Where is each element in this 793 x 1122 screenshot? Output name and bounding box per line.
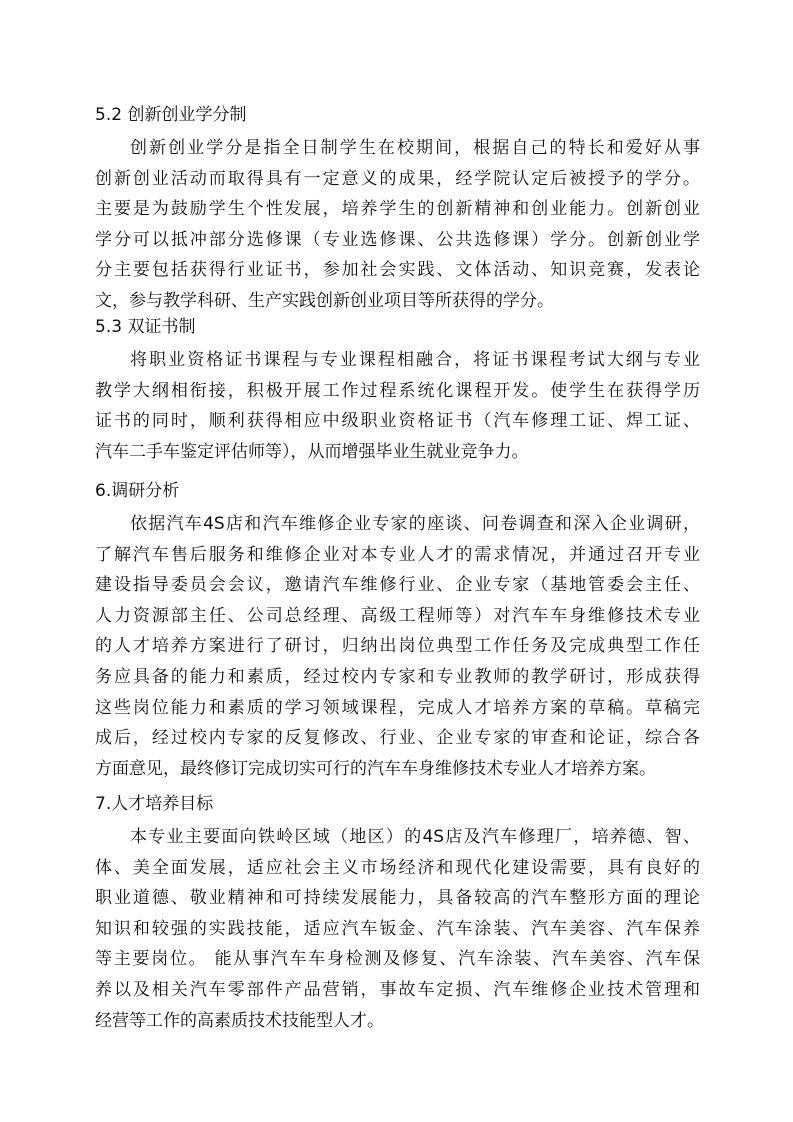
section-heading: 5.2 创新创业学分制 xyxy=(95,105,247,125)
section-5-2-innovation-credit xyxy=(95,103,707,317)
text-line: 本专业主要面向铁岭区域（地区）的4S店及汽车修理厂，培养德、智、 xyxy=(130,827,700,847)
text-line: 养以及相关汽车零部件产品营销，事故车定损、汽车维修企业技术管理和 xyxy=(95,979,700,1000)
text-line: 汽车二手车鉴定评估师等），从而增强毕业生就业竞争力。 xyxy=(95,441,529,462)
text-line: 等主要岗位。 能从事汽车车身检测及修复、汽车涂装、汽车美容、汽车保 xyxy=(95,949,700,970)
text-line: 的人才培养方案进行了研讨，归纳出岗位典型工作任务及完成典型工作任 xyxy=(95,636,700,657)
text-line: 成后，经过校内专家的反复修改、行业、企业专家的审查和论证，综合各 xyxy=(95,728,700,749)
section-7-training-goal xyxy=(95,792,707,1036)
text-line: 方面意见，最终修订完成切实可行的汽车车身维修技术专业人才培养方案。 xyxy=(95,758,656,779)
paragraph xyxy=(95,822,707,1036)
paragraph xyxy=(95,345,707,467)
text-line: 务应具备的能力和素质，经过校内专家和专业教师的教学研讨，形成获得 xyxy=(95,666,700,687)
text-line: 知识和较强的实践技能，适应汽车钣金、汽车涂装、汽车美容、汽车保养 xyxy=(95,918,700,939)
text-line: 主要是为鼓励学生个性发展，培养学生的创新精神和创业能力。创新创业 xyxy=(95,199,700,220)
text-line: 创新创业活动而取得具有一定意义的成果，经学院认定后被授予的学分。 xyxy=(95,168,700,189)
text-line: 教学大纲相衔接，积极开展工作过程系统化课程开发。使学生在获得学历 xyxy=(95,380,700,401)
section-6-research-analysis xyxy=(95,479,707,784)
text-line: 体、美全面发展，适应社会主义市场经济和现代化建设需要，具有良好的 xyxy=(95,857,700,878)
section-heading: 7.人才培养目标 xyxy=(95,794,214,814)
text-line: 经营等工作的高素质技术技能型人才。 xyxy=(95,1010,384,1031)
text-line: 这些岗位能力和素质的学习领域课程，完成人才培养方案的草稿。草稿完 xyxy=(95,697,700,718)
paragraph xyxy=(95,509,707,784)
paragraph xyxy=(95,133,707,317)
text-line: 文，参与教学科研、生产实践创新创业项目等所获得的学分。 xyxy=(95,290,554,311)
text-line: 建设指导委员会会议，邀请汽车维修行业、企业专家（基地管委会主任、 xyxy=(95,575,700,596)
text-line: 分主要包括获得行业证书，参加社会实践、文体活动、知识竞赛，发表论 xyxy=(95,260,700,281)
text-line: 依据汽车4S店和汽车维修企业专家的座谈、问卷调查和深入企业调研， xyxy=(130,514,700,534)
text-line: 证书的同时，顺利获得相应中级职业资格证书（汽车修理工证、焊工证、 xyxy=(95,411,700,432)
text-line: 创新创业学分是指全日制学生在校期间，根据自己的特长和爱好从事 xyxy=(130,138,700,158)
section-heading: 6.调研分析 xyxy=(95,481,180,501)
text-line: 了解汽车售后服务和维修企业对本专业人才的需求情况，并通过召开专业 xyxy=(95,544,700,565)
section-5-3-dual-certificate xyxy=(95,315,707,467)
text-line: 将职业资格证书课程与专业课程相融合，将证书课程考试大纲与专业 xyxy=(130,350,700,370)
text-line: 学分可以抵冲部分选修课（专业选修课、公共选修课）学分。创新创业学 xyxy=(95,229,700,250)
text-line: 职业道德、敬业精神和可持续发展能力，具备较高的汽车整形方面的理论 xyxy=(95,888,700,909)
text-line: 人力资源部主任、公司总经理、高级工程师等）对汽车车身维修技术专业 xyxy=(95,605,700,626)
section-heading: 5.3 双证书制 xyxy=(95,317,196,337)
